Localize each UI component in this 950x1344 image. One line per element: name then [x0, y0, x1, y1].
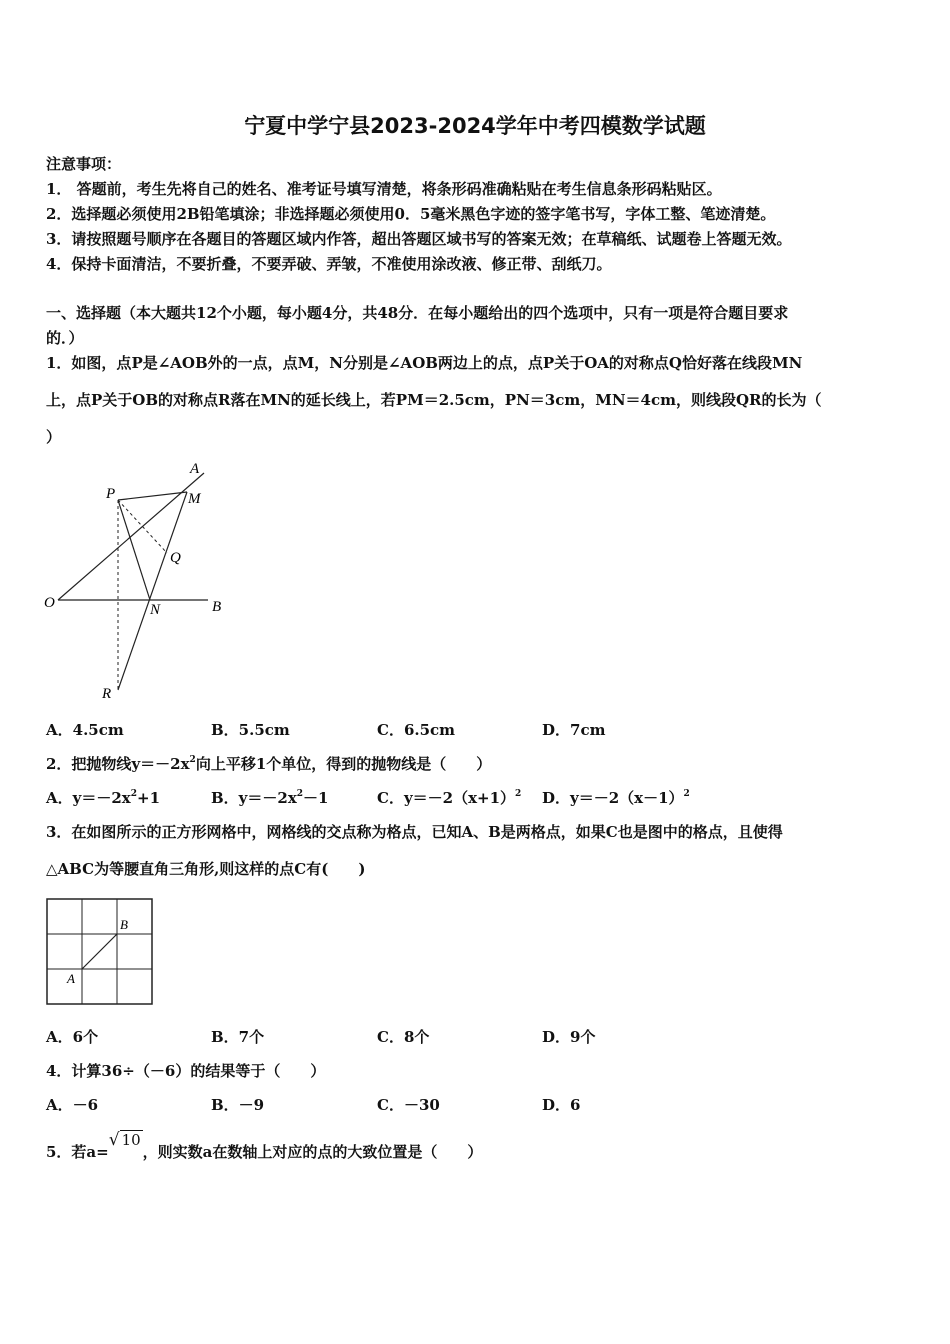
- q2-option-b: [211, 787, 328, 808]
- q2-stem-part-b: 向上平移1个单位，得到的抛物线是（ ）: [195, 755, 492, 773]
- label-a: A: [190, 461, 200, 477]
- notice-item-3: 3．请按照题号顺序在各题目的答题区域内作答，超出答题区域书写的答案无效；在草稿纸、试题卷上答题无效。: [46, 230, 792, 248]
- q1-stem-line-3: ）: [46, 428, 62, 446]
- label-o: O: [44, 595, 55, 611]
- segment-pn: [118, 500, 150, 600]
- section-heading-line-2: 的．）: [46, 329, 84, 347]
- q4-option-b: B．－9: [211, 1096, 265, 1114]
- grid-label-b: B: [120, 917, 128, 932]
- q5-stem-part-b: ，则实数a在数轴上对应的点的大致位置是（ ）: [142, 1143, 483, 1161]
- label-p: P: [106, 486, 116, 502]
- q1-stem-line-2: 上，点P关于OB的对称点R落在MN的延长线上，若PM＝2.5cm，PN＝3cm，MN＝4cm，则线段QR的长为（: [46, 391, 822, 409]
- q4-option-d: D．6: [542, 1096, 581, 1114]
- q2-option-d: [542, 787, 690, 808]
- q4-stem: 4．计算36÷（－6）的结果等于（ ）: [46, 1062, 326, 1080]
- q2-option-a-tail: +1: [137, 789, 161, 807]
- q3-option-a: A．6个: [46, 1028, 99, 1046]
- notice-item-1: 1． 答题前，考生先将自己的姓名、准考证号填写清楚，将条形码准确粘贴在考生信息条形码粘贴区。: [46, 180, 722, 198]
- line-mr: [118, 492, 187, 690]
- q2-option-c-exponent: 2: [515, 789, 522, 799]
- notice-item-4: 4．保持卡面清洁，不要折叠，不要弄破、弄皱，不准使用涂改液、修正带、刮纸刀。: [46, 255, 612, 273]
- sqrt-expression: [109, 1130, 143, 1150]
- q3-option-c: C．8个: [377, 1028, 430, 1046]
- q2-stem-part-a: 2．把抛物线y＝－2x: [46, 755, 190, 773]
- label-q: Q: [170, 550, 181, 566]
- q2-option-a-exponent: 2: [130, 789, 137, 799]
- dashed-pq: [118, 500, 167, 553]
- q2-option-d-text: D．y＝－2（x－1）: [542, 789, 684, 807]
- q2-option-b-exponent: 2: [296, 789, 304, 799]
- section-heading-line-1: 一、选择题（本大题共12个小题，每小题4分，共48分．在每小题给出的四个选项中，只有一项是符合题目要求: [46, 304, 789, 322]
- q1-option-d: D．7cm: [542, 721, 606, 739]
- q3-stem-line-1: 3．在如图所示的正方形网格中，网格线的交点称为格点，已知A、B是两格点，如果C也是图中的格点，且使得: [46, 823, 783, 841]
- q2-option-a-text: A．y＝－2x: [46, 789, 131, 807]
- q1-geometry-figure: [40, 458, 240, 706]
- q2-stem: [46, 753, 491, 774]
- q5-stem-part-a: 5．若a=: [46, 1143, 109, 1161]
- q1-stem-line-1: 1．如图，点P是∠AOB外的一点，点M，N分别是∠AOB两边上的点，点P关于OA的对称点Q恰好落在线段MN: [46, 354, 803, 372]
- q3-option-b: B．7个: [211, 1028, 265, 1046]
- label-n: N: [150, 602, 161, 618]
- notice-item-2: 2．选择题必须使用2B铅笔填涂；非选择题必须使用0．5毫米黑色字迹的签字笔书写，字体工整、笔迹清楚。: [46, 205, 776, 223]
- label-m: M: [188, 491, 201, 507]
- segment-ab: [82, 934, 117, 969]
- sqrt-radical-sign: √: [108, 1130, 120, 1150]
- q3-option-d: D．9个: [542, 1028, 596, 1046]
- exam-title: 宁夏中学宁县2023-2024学年中考四模数学试题: [244, 114, 706, 138]
- q2-option-d-exponent: 2: [683, 789, 690, 799]
- q2-option-b-text: B．y＝－2x: [211, 789, 297, 807]
- q4-option-a: A．－6: [46, 1096, 99, 1114]
- notice-heading: 注意事项：: [46, 155, 122, 173]
- q4-option-c: C．－30: [377, 1096, 440, 1114]
- label-r: R: [102, 686, 112, 702]
- q2-option-c: [377, 787, 521, 808]
- q1-option-b: B．5.5cm: [211, 721, 290, 739]
- q2-option-a: [46, 787, 160, 808]
- q1-option-c: C．6.5cm: [377, 721, 456, 739]
- q2-option-c-text: C．y＝－2（x+1）: [377, 789, 516, 807]
- label-b: B: [212, 599, 222, 615]
- q5-stem: [46, 1130, 483, 1162]
- q3-stem-line-2: △ABC为等腰直角三角形,则这样的点C有( ): [46, 860, 366, 878]
- q2-stem-exponent: 2: [189, 755, 196, 765]
- q1-option-a: A．4.5cm: [46, 721, 124, 739]
- grid-label-a: A: [67, 971, 75, 986]
- q2-option-b-tail: －1: [303, 789, 329, 807]
- sqrt-radicand: 10: [121, 1131, 141, 1149]
- q3-grid-figure: [46, 898, 154, 1006]
